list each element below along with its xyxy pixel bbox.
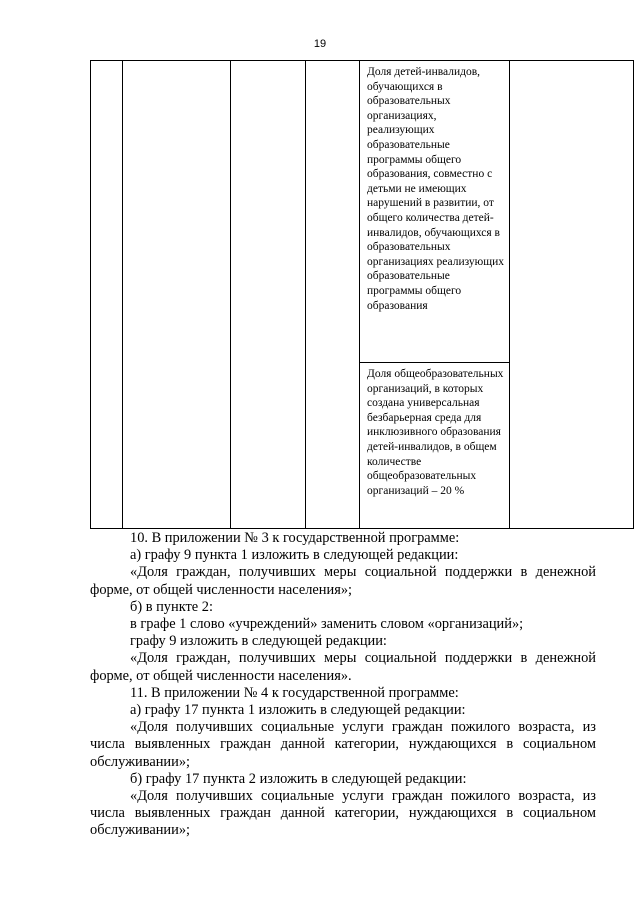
continuation-table (90, 60, 634, 529)
table-cell-empty (231, 61, 306, 529)
indicator-text-1: Доля детей-инвалидов, обучающихся в образовательных организациях, реализующих образовательные программы общего образования, совместно с детьми не имеющих нарушений в развитии, от общего количества детей-инвалидов, обучающихся в образовательных организациях реализующих образовательные программы общего образования (367, 66, 504, 312)
paragraph: 10. В приложении № 3 к государственной программе: (130, 530, 460, 546)
page-number: 19 (313, 38, 327, 50)
paragraph: «Доля граждан, получивших меры социальной поддержки в денежной форме, от общей численности населения»; (90, 564, 596, 598)
paragraph: графу 9 изложить в следующей редакции: (130, 633, 387, 650)
paragraph: а) графу 9 пункта 1 изложить в следующей редакции: (130, 547, 459, 564)
paragraph: а) графу 17 пункта 1 изложить в следующей редакции: (130, 702, 466, 719)
indicator-cell (360, 61, 510, 529)
paragraph: б) графу 17 пункта 2 изложить в следующей редакции: (130, 770, 467, 787)
paragraph: 11. В приложении № 4 к государственной программе: (130, 684, 459, 701)
paragraph: в графе 1 слово «учреждений» заменить словом «организаций»; (130, 616, 524, 633)
document-body (90, 530, 596, 840)
table-cell-empty (306, 61, 360, 529)
table-cell-empty (123, 61, 231, 529)
table-cell-empty (91, 61, 123, 529)
paragraph: б) в пункте 2: (130, 598, 213, 615)
paragraph: «Доля получивших социальные услуги граждан пожилого возраста, из числа выявленных граждан данной категории, нуждающихся в социальном обслуживании»; (90, 788, 596, 839)
paragraph: «Доля получивших социальные услуги граждан пожилого возраста, из числа выявленных граждан данной категории, нуждающихся в социальном обслуживании»; (90, 719, 596, 770)
paragraph: «Доля граждан, получивших меры социальной поддержки в денежной форме, от общей численности населения». (90, 650, 596, 684)
indicator-text-2: Доля общеобразовательных организаций, в которых создана универсальная безбарьерная среда для инклюзивного образования детей-инвалидов, в общем количестве общеобразовательных организаций – 20 % (360, 362, 509, 528)
table-cell-empty (510, 61, 634, 529)
